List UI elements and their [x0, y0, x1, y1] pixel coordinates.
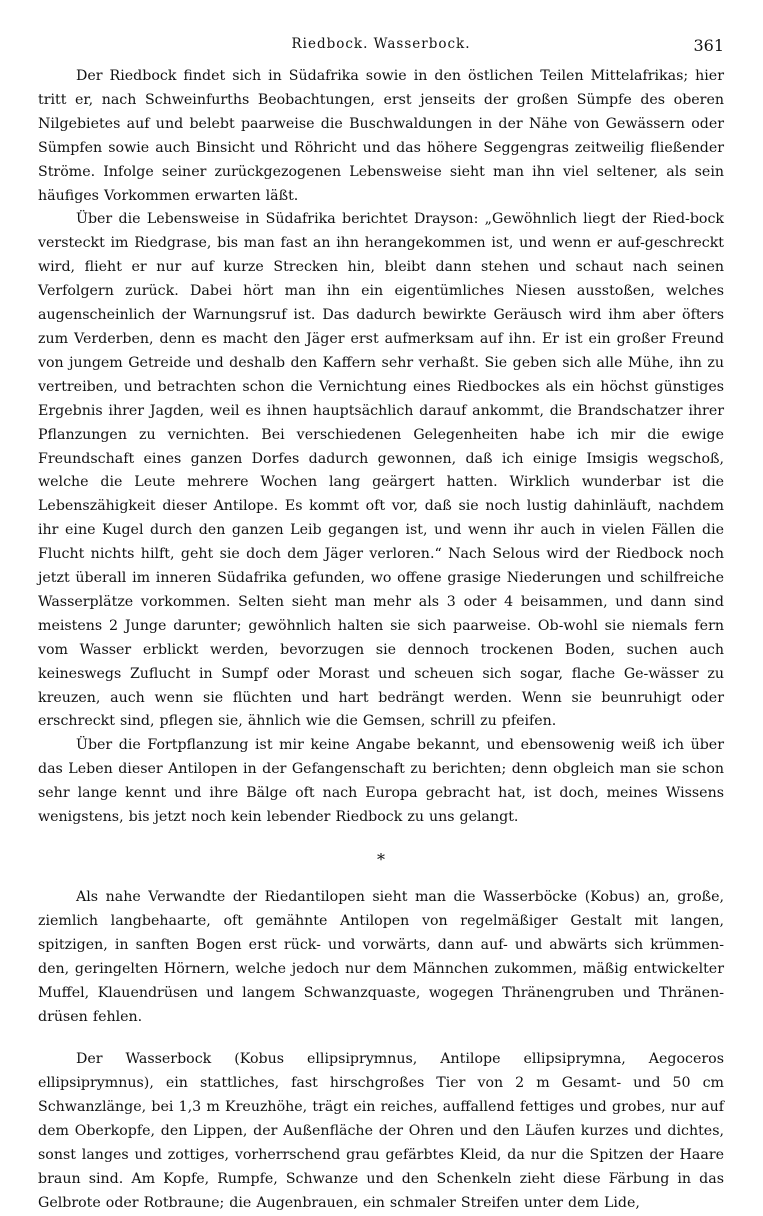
paragraph-kobus-genus: Als nahe Verwandte der Riedantilopen sieht man die Wasserböcke (Kobus) an, große, ziemlich langbehaarte, oft gemähnte Antilopen von regelmäßiger Gestalt mit langen, spitzigen, in sanften Bogen erst rück- und vorwärts, dann auf- und abwärts sich krümmen-den, geringelten Hörnern, welche jedoch nur dem Männchen zukommen, mäßig entwickelter Muffel, Klauendrüsen und langem Schwanzquaste, wogegen Thränengruben und Thränen-drüsen fehlen.	[38, 889, 724, 1025]
page-number: 361	[693, 36, 724, 55]
paragraph-riedbock-distribution: Der Riedbock findet sich in Südafrika sowie in den östlichen Teilen Mittelafrikas; hier tritt er, nach Schweinfurths Beobachtungen, erst jenseits der großen Sümpfe des oberen Nilgebietes auf und belebt paarweise die Buschwaldungen in der Nähe von Gewässern oder Sümpfen sowie auch Binsicht und Röhricht und das höhere Seggengras zeitweilig fließender Ströme. Infolge seiner zurückgezogenen Lebensweise sieht man ihn viel seltener, als sein häufiges Vorkommen erwarten läßt.	[38, 68, 724, 204]
section-divider: *	[377, 850, 385, 869]
paragraph-riedbock-lifestyle: Über die Lebensweise in Südafrika berichtet Drayson: „Gewöhnlich liegt der Ried-bock versteckt im Riedgrase, bis man fast an ihn herangekommen ist, und wenn er auf-geschreckt wird, flieht er nur auf kurze Strecken hin, bleibt dann stehen und schaut nach seinen Verfolgern zurück. Dabei hört man ihn ein eigentümliches Niesen ausstoßen, welches augenscheinlich der Warnungsruf ist. Das dadurch bewirkte Geräusch wird ihm aber öfters zum Verderben, denn es macht den Jäger erst aufmerksam auf ihn. Er ist ein großer Freund von jungem Getreide und deshalb den Kaffern sehr verhaßt. Sie geben sich alle Mühe, ihn zu vertreiben, und betrachten schon die Vernichtung eines Riedbockes als ein höchst günstiges Ergebnis ihrer Jagden, weil es ihnen hauptsächlich darauf ankommt, die Brandschatzer ihrer Pflanzungen zu vernichten. Bei verschiedenen Gelegenheiten habe ich mir die ewige Freundschaft eines ganzen Dorfes dadurch gewonnen, daß ich einige Imsigis wegschoß, welche die Leute mehrere Wochen lang geärgert hatten. Wirklich wunderbar ist die Lebenszähigkeit dieser Antilope. Es kommt oft vor, daß sie noch lustig dahinläuft, nachdem ihr eine Kugel durch den ganzen Leib gegangen ist, und wenn ihr auch in vielen Fällen die Flucht nichts hilft, geht sie doch dem Jäger verloren.“ Nach Selous wird der Riedbock noch jetzt überall im inneren Südafrika gefunden, wo offene grasige Niederungen und schilfreiche Wasserplätze vorkommen. Selten sieht man mehr als 3 oder 4 beisammen, und dann sind meistens 2 Junge darunter; gewöhnlich halten sie sich paarweise. Ob-wohl sie niemals fern vom Wasser erblickt werden, bevorzugen sie dennoch trockenen Boden, suchen auch keineswegs Zuflucht in Sumpf oder Morast und scheuen sich sogar, flache Ge-wässer zu kreuzen, auch wenn sie flüchten und hart bedrängt werden. Wenn sie beunruhigt oder erschreckt sind, pflegen sie, ähnlich wie die Gemsen, schrill zu pfeifen.	[38, 211, 724, 730]
paragraph-riedbock-reproduction: Über die Fortpflanzung ist mir keine Angabe bekannt, und ebensowenig weiß ich über das Leben dieser Antilopen in der Gefangenschaft zu berichten; denn obgleich man sie schon sehr lange kennt und ihre Bälge oft nach Europa gebracht hat, ist doch, meines Wissens wenigstens, bis jetzt noch kein lebender Riedbock zu uns gelangt.	[38, 737, 724, 826]
running-title: Riedbock. Wasserbock.	[291, 36, 471, 52]
running-head	[38, 30, 724, 62]
book-page	[38, 30, 724, 1211]
spacer	[38, 1029, 724, 1048]
paragraph-wasserbock-description: Der Wasserbock (Kobus ellipsiprymnus, Antilope ellipsiprymna, Aegoceros ellipsiprymnus), ein stattliches, fast hirschgroßes Tier von 2 m Gesamt- und 50 cm Schwanzlänge, bei 1,3 m Kreuzhöhe, trägt ein reiches, auffallend fettiges und grobes, nur auf dem Oberkopfe, den Lippen, der Außenfläche der Ohren und den Läufen kurzes und dichtes, sonst langes und zottiges, vorherrschend grau gefärbtes Kleid, da nur die Spitzen der Haare braun sind. Am Kopfe, Rumpfe, Schwanze und den Schenkeln zieht diese Färbung in das Gelbrote oder Rotbraune; die Augenbrauen, ein schmaler Streifen unter dem Lide,	[38, 1051, 724, 1211]
